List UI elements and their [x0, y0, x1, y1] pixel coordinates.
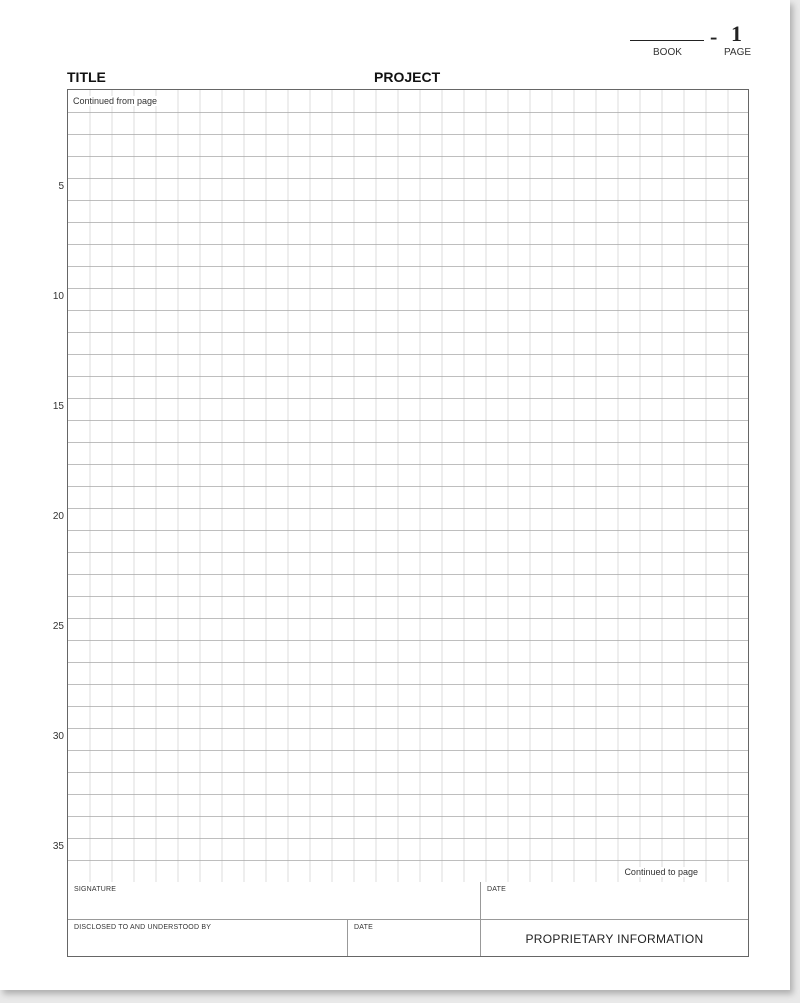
- page-label: PAGE: [724, 47, 752, 58]
- line-number-30: 30: [52, 731, 64, 742]
- line-number-10: 10: [52, 291, 64, 302]
- line-number-5: 5: [58, 181, 64, 192]
- signature-date-field[interactable]: [481, 882, 748, 920]
- line-number-35: 35: [52, 841, 64, 852]
- project-label: PROJECT: [374, 69, 441, 85]
- writing-area-frame: [67, 89, 749, 957]
- signature-block: [68, 882, 748, 956]
- signature-date-label: DATE: [487, 886, 506, 893]
- line-number-20: 20: [52, 511, 64, 522]
- page-number: 1: [731, 21, 742, 46]
- continued-to-label: Continued to page: [624, 867, 698, 877]
- proprietary-box: [481, 920, 748, 956]
- line-number-15: 15: [52, 401, 64, 412]
- witness-label: DISCLOSED TO AND UNDERSTOOD BY: [74, 924, 212, 931]
- proprietary-label: PROPRIETARY INFORMATION: [525, 932, 704, 946]
- line-number-25: 25: [52, 621, 64, 632]
- witness-date-label: DATE: [354, 924, 373, 931]
- book-label: BOOK: [653, 47, 682, 58]
- title-label: TITLE: [67, 69, 106, 85]
- graph-grid[interactable]: [68, 90, 748, 882]
- book-number-field[interactable]: [630, 40, 704, 41]
- signature-field[interactable]: [68, 882, 481, 920]
- signature-label: SIGNATURE: [74, 886, 117, 893]
- witness-date-field[interactable]: [348, 920, 481, 956]
- book-page-separator: -: [710, 24, 718, 49]
- witness-field[interactable]: [68, 920, 348, 956]
- continued-from-label: Continued from page: [73, 96, 158, 106]
